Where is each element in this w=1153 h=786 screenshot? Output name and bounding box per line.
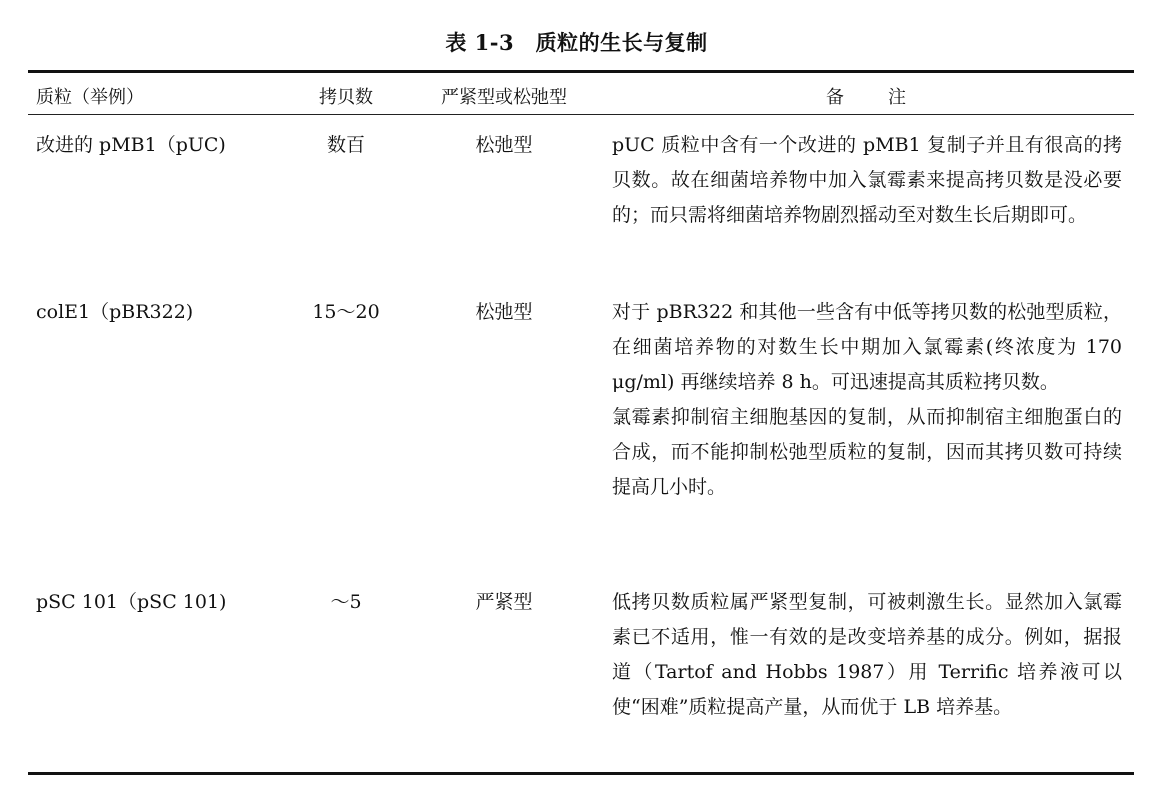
row-2-notes <box>612 295 1122 505</box>
row-1-notes <box>612 128 1122 233</box>
header-notes: 备注 <box>826 87 950 108</box>
table-header-rule <box>28 114 1134 115</box>
row-3-notes <box>612 585 1122 725</box>
table-bottom-rule <box>28 772 1134 775</box>
table-title: 表 1-3 质粒的生长与复制 <box>445 30 708 55</box>
header-copy-number: 拷贝数 <box>319 87 373 108</box>
row-3-note-paragraph: 低拷贝数质粒属严紧型复制，可被刺激生长。显然加入氯霉素已不适用，惟一有效的是改变培养基的成分。例如，据报道（Tartof and Hobbs 1987）用 Terrific 培养液可以使“困难”质粒提高产量，从而优于 LB 培养基。 <box>612 591 1122 718</box>
row-2-copy-number: 15～20 <box>312 301 380 323</box>
row-3-copy-number: ～5 <box>330 591 362 613</box>
row-1-copy-number: 数百 <box>326 134 365 156</box>
row-1-note-paragraph: pUC 质粒中含有一个改进的 pMB1 复制子并且有很高的拷贝数。故在细菌培养物中加入氯霉素来提高拷贝数是没必要的；而只需将细菌培养物剧烈摇动至对数生长后期即可。 <box>612 134 1122 226</box>
header-control-type: 严紧型或松弛型 <box>441 87 567 108</box>
row-2-control-type: 松弛型 <box>475 301 533 323</box>
row-3-plasmid: pSC 101（pSC 101) <box>36 591 227 613</box>
row-3-control-type: 严紧型 <box>475 591 533 613</box>
table-top-rule <box>28 70 1134 73</box>
header-plasmid: 质粒（举例） <box>36 87 144 108</box>
row-2-plasmid: colE1（pBR322) <box>36 301 194 323</box>
row-2-note-paragraph-2: 氯霉素抑制宿主细胞基因的复制，从而抑制宿主细胞蛋白的合成，而不能抑制松弛型质粒的复制，因而其拷贝数可持续提高几小时。 <box>612 406 1122 498</box>
row-1-control-type: 松弛型 <box>475 134 533 156</box>
row-2-note-paragraph-1: 对于 pBR322 和其他一些含有中低等拷贝数的松弛型质粒，在细菌培养物的对数生长中期加入氯霉素(终浓度为 170 μg/ml) 再继续培养 8 h。可迅速提高其质粒拷贝数。 <box>612 301 1122 393</box>
row-1-plasmid: 改进的 pMB1（pUC) <box>36 134 226 156</box>
